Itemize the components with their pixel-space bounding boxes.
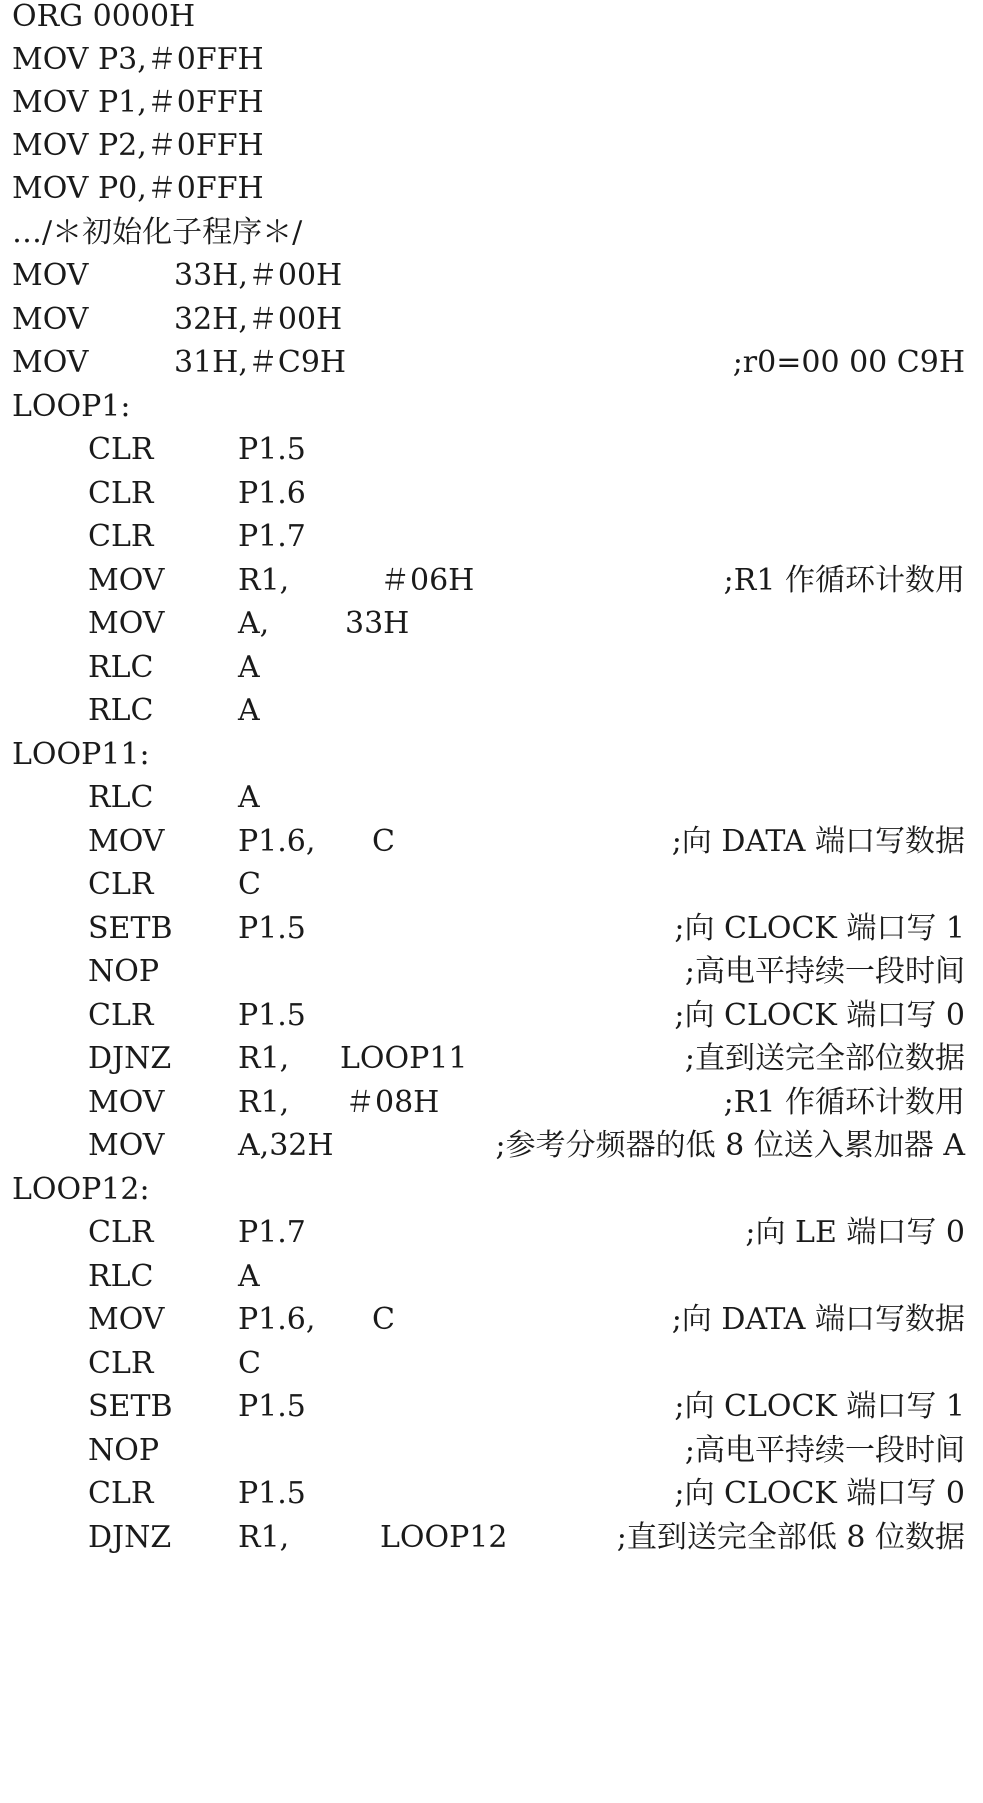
operand: P1.5 <box>238 911 306 946</box>
opcode: NOP <box>88 954 160 989</box>
opcode: CLR <box>88 998 154 1033</box>
code-line <box>0 1469 983 1519</box>
code-line <box>0 1121 983 1171</box>
operand: R1, <box>238 1520 290 1555</box>
opcode: CLR <box>88 1346 154 1381</box>
line-comment: ;R1 作循环计数用 <box>723 1085 965 1120</box>
opcode: RLC <box>88 693 154 728</box>
opcode: SETB <box>88 911 173 946</box>
loop11-label: LOOP11: <box>12 737 150 772</box>
operand: P1.5 <box>238 998 306 1033</box>
operand-2: ＃06H <box>380 563 475 598</box>
operand: 33H,＃00H <box>174 258 343 293</box>
opcode: CLR <box>88 432 154 467</box>
opcode: DJNZ <box>88 1041 172 1076</box>
line-comment: ;直到送完全部低 8 位数据 <box>616 1520 965 1555</box>
line-comment: ;r0=00 00 C9H <box>732 345 965 380</box>
opcode: MOV <box>12 345 89 380</box>
code-line <box>0 773 983 823</box>
operand: R1, <box>238 1085 290 1120</box>
code-line <box>0 686 983 736</box>
operand-2: ＃08H <box>345 1085 440 1120</box>
loop1-label: LOOP1: <box>12 389 131 424</box>
line-comment: ;高电平持续一段时间 <box>684 1433 965 1468</box>
operand: R1, <box>238 563 290 598</box>
operand: P1.7 <box>238 1215 306 1250</box>
operand: P1.5 <box>238 1476 306 1511</box>
code-line <box>0 1034 983 1084</box>
loop12-label: LOOP12: <box>12 1172 150 1207</box>
opcode: MOV <box>88 563 165 598</box>
operand: C <box>238 1346 261 1381</box>
operand: A <box>238 650 260 685</box>
opcode: NOP <box>88 1433 160 1468</box>
opcode: MOV <box>88 1302 165 1337</box>
operand: 31H,＃C9H <box>174 345 347 380</box>
code-line <box>0 251 983 301</box>
operand: P1.6 <box>238 476 306 511</box>
opcode: MOV <box>88 824 165 859</box>
line-comment: ;R1 作循环计数用 <box>723 563 965 598</box>
operand: P1.5 <box>238 432 306 467</box>
code-line <box>0 1295 983 1345</box>
opcode: CLR <box>88 1476 154 1511</box>
line-comment: ;向 LE 端口写 0 <box>745 1215 965 1250</box>
opcode: MOV <box>88 1085 165 1120</box>
code-line <box>0 860 983 910</box>
line-comment: ;参考分频器的低 8 位送入累加器 A <box>495 1128 965 1163</box>
line-comment: ;向 DATA 端口写数据 <box>671 1302 965 1337</box>
line-comment: ;向 CLOCK 端口写 1 <box>674 1389 965 1424</box>
operand: P1.7 <box>238 519 306 554</box>
operand-2: C <box>372 1302 395 1337</box>
operand: A <box>238 1259 260 1294</box>
operand: C <box>238 867 261 902</box>
header-line: MOV P0,＃0FFH <box>12 171 264 206</box>
operand: 32H,＃00H <box>174 302 343 337</box>
header-line: MOV P3,＃0FFH <box>12 42 264 77</box>
operand: A, <box>238 606 270 641</box>
opcode: RLC <box>88 650 154 685</box>
operand-2: C <box>372 824 395 859</box>
code-line <box>0 512 983 562</box>
line-comment: ;向 CLOCK 端口写 0 <box>674 998 965 1033</box>
code-line <box>0 338 983 388</box>
org-directive: ORG 0000H <box>12 0 196 34</box>
code-line <box>0 599 983 649</box>
line-comment: ;向 CLOCK 端口写 0 <box>674 1476 965 1511</box>
code-line <box>0 947 983 997</box>
operand-2: 33H <box>345 606 410 641</box>
line-comment: ;直到送完全部位数据 <box>684 1041 965 1076</box>
opcode: RLC <box>88 1259 154 1294</box>
operand: A,32H <box>238 1128 334 1163</box>
opcode: CLR <box>88 867 154 902</box>
opcode: DJNZ <box>88 1520 172 1555</box>
code-line <box>0 1513 983 1563</box>
operand: R1, <box>238 1041 290 1076</box>
code-line <box>0 425 983 475</box>
operand-2: LOOP12 <box>380 1520 508 1555</box>
opcode: MOV <box>12 258 89 293</box>
opcode: SETB <box>88 1389 173 1424</box>
header-line: MOV P1,＃0FFH <box>12 85 264 120</box>
opcode: MOV <box>12 302 89 337</box>
operand: P1.6, <box>238 1302 316 1337</box>
operand: P1.5 <box>238 1389 306 1424</box>
operand: A <box>238 780 260 815</box>
operand: P1.6, <box>238 824 316 859</box>
opcode: CLR <box>88 519 154 554</box>
code-line <box>0 164 983 214</box>
header-line: MOV P2,＃0FFH <box>12 128 264 163</box>
line-comment: ;向 DATA 端口写数据 <box>671 824 965 859</box>
operand: A <box>238 693 260 728</box>
line-comment: ;高电平持续一段时间 <box>684 954 965 989</box>
operand-2: LOOP11 <box>340 1041 468 1076</box>
code-line <box>0 1382 983 1432</box>
opcode: MOV <box>88 606 165 641</box>
opcode: RLC <box>88 780 154 815</box>
line-comment: ;向 CLOCK 端口写 1 <box>674 911 965 946</box>
code-line <box>0 1208 983 1258</box>
opcode: CLR <box>88 476 154 511</box>
opcode: MOV <box>88 1128 165 1163</box>
opcode: CLR <box>88 1215 154 1250</box>
init-comment: …/＊初始化子程序＊/ <box>12 215 303 250</box>
